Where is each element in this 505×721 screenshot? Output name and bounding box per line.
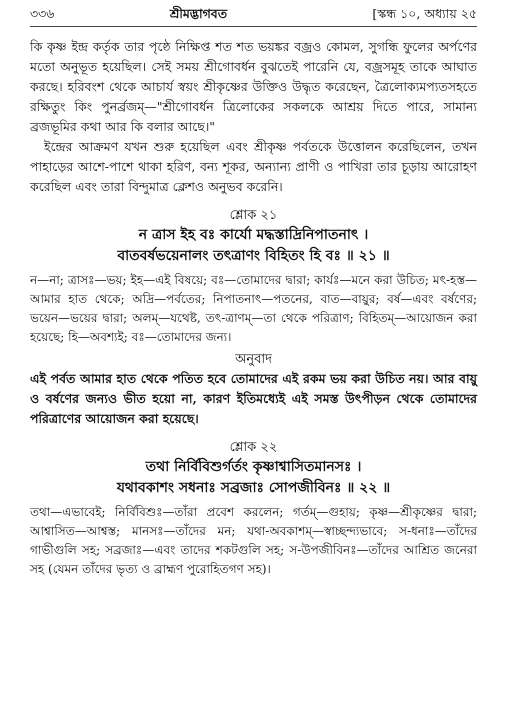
translation-heading: অনুবাদ (235, 352, 272, 367)
verse-22-heading: শ্লোক ২২ (229, 440, 278, 455)
page-header (30, 6, 477, 27)
verse-21-line-2: বাতবর্ষভয়েনালং তৎত্রাণং বিহিতং হি বঃ ॥ ২১ ॥ (117, 248, 390, 264)
book-title: শ্রীমদ্ভাগবত (169, 6, 228, 21)
verse-22-text (30, 457, 477, 499)
verse-21-translation: এই পর্বত আমার হাত থেকে পতিত হবে তোমাদের এই রকম ভয় করা উচিত নয়। আর বায়ু ও বর্ষণের জন্যও ভীত হয়ো না, কারণ ইতিমধ্যেই এই সমস্ত উৎপীড়ন থেকে তোমাদের পরিত্রাণের আয়োজন করা হয়েছে। (30, 371, 477, 426)
verse-22-line-1: তথা নির্বিবিশুর্গর্তং কৃষ্ণাশ্বাসিতমানসঃ । (145, 459, 362, 475)
verse-21-line-1: ন ত্রাস ইহ বঃ কার্যো মদ্ধস্তাদ্রিনিপাতনাৎ । (138, 227, 369, 243)
verse-21-synonyms: ন—না; ত্রাসঃ—ভয়; ইহ—এই বিষয়ে; বঃ—তোমাদের দ্বারা; কার্যঃ—মনে করা উচিত; মৎ-হস্ত—আমার হাত থেকে; অদ্রি—পর্বতের; নিপাতনাৎ—পতনের, বাত—বায়ুর; বর্ষ—এবং বর্ষণের; ভয়েন—ভয়ের দ্বারা; অলম্—যথেষ্ট, তৎ-ত্রাণম্—তা থেকে পরিত্রাণ; বিহিতম্—আয়োজন করা হয়েছে; হি—অবশ্যই; বঃ—তোমাদের জন্য। (30, 273, 477, 344)
purport-paragraph-1: কি কৃষ্ণ ইন্দ্র কর্তৃক তার পৃষ্ঠে নিক্ষিপ্ত শত শত ভয়ঙ্কর বজ্রও কোমল, সুগন্ধি ফুলের অর্পণের মতো অনুভূত হয়েছিল। সেই সময় শ্রীগোবর্ধন বুঝতেই পারেনি যে, বজ্রসমূহ তাকে আঘাত করছে। হরিবংশ থেকে আচার্য স্বয়ং শ্রীকৃষ্ণের উক্তিও উদ্ধৃত করেছেন, ত্রৈলোক্যমপ্যতসহতে রক্ষিতুং কিং পুনর্ব্রজম্—"শ্রীগোবর্ধন ত্রিলোকের সকলকে আশ্রয় দিতে পারে, সামান্য ব্রজভূমির কথা আর কি বলার আছে।" (30, 39, 477, 134)
verse-22-line-2: যথাবকাশং সধনাঃ সব্রজাঃ সোপজীবিনঃ ॥ ২২ ॥ (116, 480, 391, 496)
page-number: ৩৩৬ (30, 6, 55, 21)
verse-21-text (30, 225, 477, 267)
section-label: [স্কন্ধ ১০, অধ্যায় ২৫ (372, 6, 477, 21)
purport-paragraph-2: ইন্দ্রের আক্রমণ যখন শুরু হয়েছিল এবং শ্রীকৃষ্ণ পর্বতকে উত্তোলন করেছিলেন, তখন পাহাড়ের আশে-পাশে থাকা হরিণ, বন্য শূকর, অন্যান্য প্রাণী ও পাখিরা তার চূড়ায় আরোহণ করেছিল এবং তারা বিন্দুমাত্র ক্লেশও অনুভব করেনি। (30, 139, 477, 194)
verse-21-heading: শ্লোক ২১ (229, 208, 278, 223)
verse-22-synonyms: তথা—এভাবেই; নির্বিবিশুঃ—তাঁরা প্রবেশ করলেন; গর্তম্—গুহায়; কৃষ্ণ—শ্রীকৃষ্ণের দ্বারা; আশ্বাসিত—আশ্বস্ত; মানসঃ—তাঁদের মন; যথা-অবকাশম্—স্বাচ্ছন্দ্যভাবে; স-ধনাঃ—তাঁদের গাভীগুলি সহ; সব্রজাঃ—এবং তাদের শকটগুলি সহ; স-উপজীবিনঃ—তাঁদের আশ্রিত জনেরা সহ (যেমন তাঁদের ভৃত্য ও ব্রাহ্মণ পুরোহিতগণ সহ)। (30, 505, 477, 576)
